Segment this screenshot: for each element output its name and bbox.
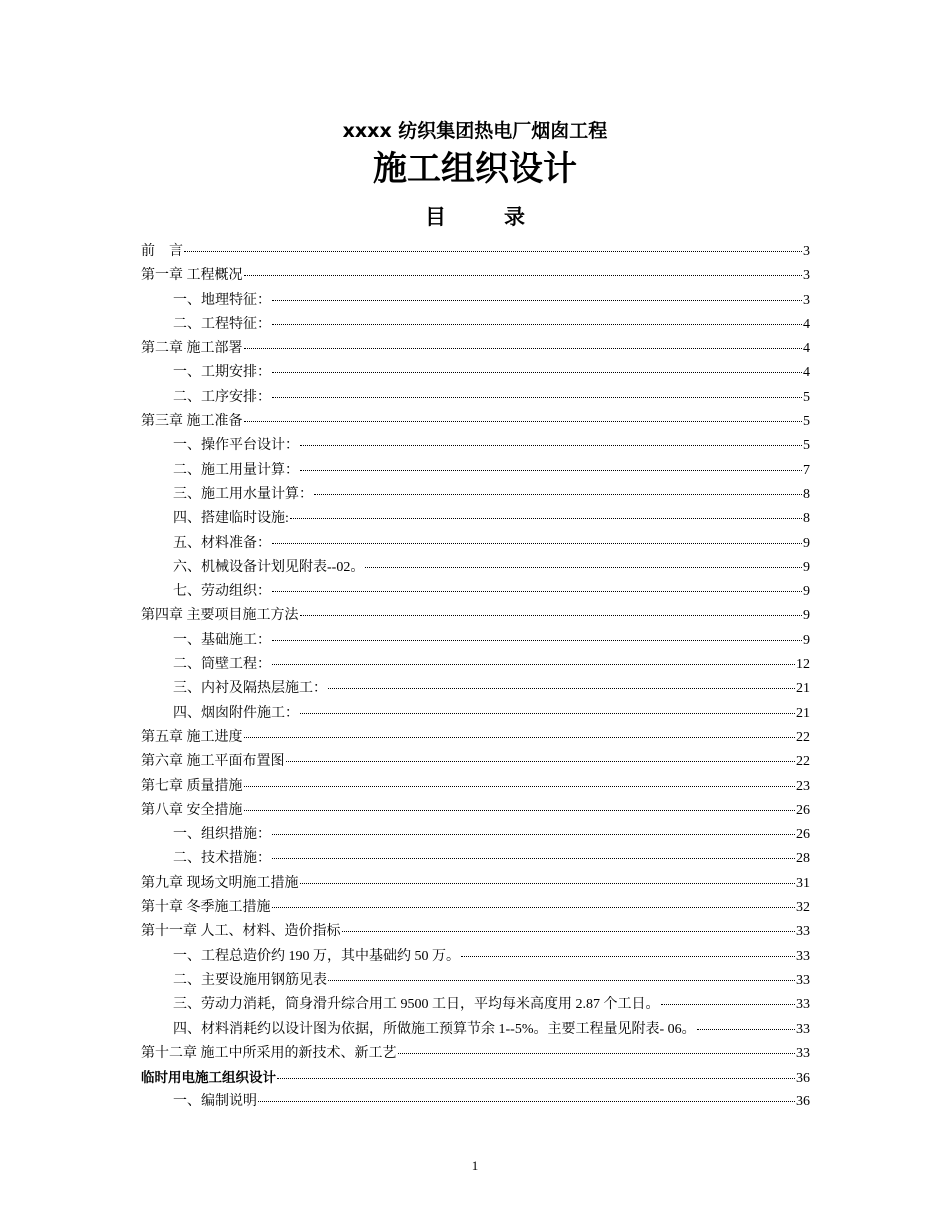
toc-entry-page: 9 [803,608,810,624]
toc-entry-page: 4 [803,316,810,332]
toc-entry-page: 8 [803,511,810,527]
toc-entry-page: 26 [796,827,810,843]
toc-entry-page: 22 [796,754,810,770]
toc-entry-title: 二、技术措施： [173,851,271,867]
toc-entry[interactable] [141,799,810,823]
toc-leader-dots [461,955,795,957]
toc-entry-title: 第四章 主要项目施工方法 [141,608,299,624]
toc-entry[interactable] [141,872,810,896]
toc-leader-dots [300,469,802,471]
toc-entry-page: 33 [796,948,810,964]
toc-leader-dots [300,614,803,616]
toc-entry[interactable] [141,337,810,361]
toc-leader-dots [314,493,802,495]
toc-entry-page: 28 [796,851,810,867]
toc-entry[interactable] [141,361,810,385]
toc-entry[interactable] [141,702,810,726]
toc-entry-page: 22 [796,729,810,745]
toc-entry-title: 第八章 安全措施 [141,802,243,818]
toc-leader-dots [365,566,802,568]
toc-entry-page: 32 [796,900,810,916]
toc-leader-dots [244,420,803,422]
toc-entry-page: 9 [803,632,810,648]
toc-entry-page: 33 [796,972,810,988]
toc-leader-dots [328,979,795,981]
toc-leader-dots [272,396,802,398]
toc-leader-dots [244,347,803,349]
toc-leader-dots [272,323,802,325]
toc-entry-page: 5 [803,414,810,430]
toc-entry-title: 第九章 现场文明施工措施 [141,875,299,891]
toc-entry-title: 第五章 施工进度 [141,729,243,745]
toc-entry[interactable] [141,1090,810,1114]
toc-entry[interactable] [141,289,810,313]
document-subtitle: xxxx 纺织集团热电厂烟囱工程 [342,120,608,142]
toc-entry-title: 临时用电施工组织设计 [141,1070,276,1087]
toc-leader-dots [272,590,802,592]
toc-entry-page: 9 [803,559,810,575]
toc-entry-page: 31 [796,875,810,891]
toc-entry-title: 第十章 冬季施工措施 [141,900,271,916]
toc-entry-title: 二、工程特征： [173,316,271,332]
toc-heading: 目录 [425,205,583,229]
toc-leader-dots [272,663,795,665]
toc-entry[interactable] [141,386,810,410]
toc-entry-title: 第十二章 施工中所采用的新技术、新工艺 [141,1045,397,1061]
table-of-contents [141,240,810,1115]
toc-entry[interactable] [141,726,810,750]
toc-entry-page: 5 [803,389,810,405]
toc-leader-dots [272,299,802,301]
toc-entry[interactable] [141,823,810,847]
toc-entry-title: 三、内衬及隔热层施工： [173,681,327,697]
toc-leader-dots [300,882,796,884]
toc-entry-page: 3 [803,244,810,259]
toc-entry[interactable] [141,847,810,871]
page-number: 1 [471,1158,479,1173]
toc-leader-dots [244,809,796,811]
toc-entry[interactable] [141,483,810,507]
toc-leader-dots [300,444,802,446]
toc-entry[interactable] [141,313,810,337]
toc-entry-page: 33 [796,1045,810,1061]
toc-entry-title: 一、工期安排： [173,365,271,381]
toc-entry[interactable] [141,653,810,677]
toc-entry-page: 12 [796,657,810,673]
toc-entry-page: 36 [796,1071,810,1087]
toc-entry[interactable] [141,459,810,483]
toc-entry-page: 9 [803,535,810,551]
toc-leader-dots [258,1100,795,1102]
toc-entry[interactable] [141,969,810,993]
toc-entry-title: 三、劳动力消耗，筒身滑升综合用工 9500 工日，平均每米高度用 2.87 个工日。 [173,997,660,1013]
toc-entry-title: 四、烟囱附件施工： [173,705,299,721]
toc-leader-dots [398,1052,796,1054]
toc-entry[interactable] [141,507,810,531]
toc-entry-title: 二、筒壁工程： [173,657,271,673]
toc-entry[interactable] [141,604,810,628]
toc-entry-page: 33 [796,997,810,1013]
toc-entry-title: 第十一章 人工、材料、造价指标 [141,924,341,940]
toc-entry[interactable] [141,1042,810,1066]
toc-entry[interactable] [141,532,810,556]
toc-entry-title: 第二章 施工部署 [141,341,243,357]
toc-entry[interactable] [141,556,810,580]
toc-entry[interactable] [141,993,810,1017]
toc-entry[interactable] [141,434,810,458]
toc-leader-dots [272,371,802,373]
toc-entry-title: 二、工序安排： [173,389,271,405]
toc-entry-title: 二、施工用量计算： [173,462,299,478]
toc-entry-title: 一、编制说明 [173,1094,257,1110]
toc-entry-title: 一、工程总造价约 190 万，其中基础约 50 万。 [173,948,460,964]
toc-leader-dots [244,785,796,787]
toc-leader-dots [277,1077,795,1079]
toc-entry-page: 3 [803,268,810,284]
toc-entry-page: 4 [803,365,810,381]
toc-entry-title: 六、机械设备计划见附表--02。 [173,559,365,575]
toc-entry-page: 33 [796,1021,810,1037]
toc-leader-dots [244,274,803,276]
toc-entry[interactable] [141,264,810,288]
toc-leader-dots [328,687,795,689]
toc-entry-title: 一、基础施工： [173,632,271,648]
toc-entry-page: 7 [803,462,810,478]
toc-leader-dots [184,250,802,252]
toc-leader-dots [272,833,795,835]
toc-entry-title: 一、操作平台设计： [173,438,299,454]
toc-entry-page: 5 [803,438,810,454]
toc-leader-dots [286,760,796,762]
toc-entry-title: 四、材料消耗约以设计图为依据，所做施工预算节余 1--5%。主要工程量见附表- 06。 [173,1021,696,1037]
toc-entry[interactable] [141,410,810,434]
toc-leader-dots [272,639,802,641]
toc-entry-title: 第一章 工程概况 [141,268,243,284]
toc-entry-title: 二、主要设施用钢筋见表 [173,972,327,988]
toc-entry[interactable] [141,1066,810,1090]
toc-leader-dots [272,542,802,544]
toc-entry-page: 8 [803,486,810,502]
toc-entry-page: 23 [796,778,810,794]
toc-leader-dots [342,930,796,932]
toc-entry-title: 第六章 施工平面布置图 [141,754,285,770]
toc-leader-dots [300,712,795,714]
toc-leader-dots [272,857,795,859]
toc-entry-title: 四、搭建临时设施: [173,511,289,527]
toc-entry-page: 9 [803,584,810,600]
toc-entry[interactable] [141,896,810,920]
toc-entry[interactable] [141,920,810,944]
toc-entry-title: 一、组织措施： [173,827,271,843]
toc-leader-dots [290,517,802,519]
toc-entry[interactable] [141,945,810,969]
toc-entry[interactable] [141,240,810,264]
toc-entry[interactable] [141,629,810,653]
toc-entry-title: 前 言 [141,244,183,259]
toc-entry-title: 第三章 施工准备 [141,414,243,430]
toc-entry-title: 五、材料准备： [173,535,271,551]
toc-entry[interactable] [141,1018,810,1042]
toc-entry-title: 七、劳动组织： [173,584,271,600]
toc-leader-dots [244,736,796,738]
toc-entry-page: 21 [796,681,810,697]
toc-leader-dots [697,1028,795,1030]
toc-leader-dots [661,1003,796,1005]
toc-entry[interactable] [141,750,810,774]
toc-entry-title: 第七章 质量措施 [141,778,243,794]
toc-leader-dots [272,906,796,908]
toc-entry[interactable] [141,775,810,799]
document-title: 施工组织设计 [373,149,577,189]
toc-entry-page: 26 [796,802,810,818]
toc-entry-title: 一、地理特征： [173,292,271,308]
toc-entry-page: 4 [803,341,810,357]
toc-entry[interactable] [141,677,810,701]
toc-entry-page: 3 [803,292,810,308]
toc-entry[interactable] [141,580,810,604]
toc-entry-page: 33 [796,924,810,940]
toc-entry-title: 三、施工用水量计算： [173,486,313,502]
toc-entry-page: 36 [796,1094,810,1110]
toc-entry-page: 21 [796,705,810,721]
